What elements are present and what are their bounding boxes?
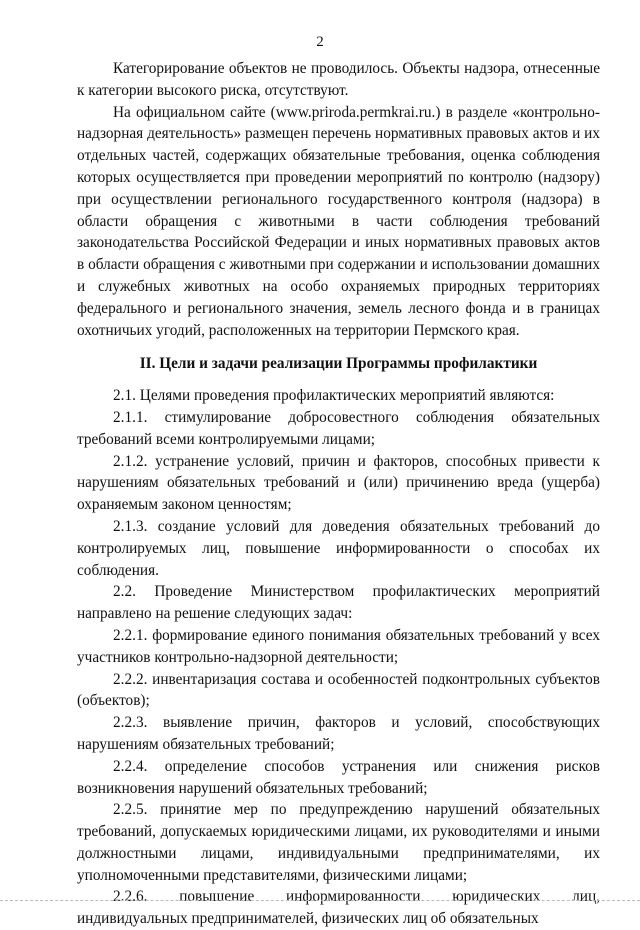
paragraph-2-2-1: 2.2.1. формирование единого понимания обязательных требований у всех участников контрольно-надзорной деятельности; xyxy=(77,626,600,666)
paragraph-official-site: На официальном сайте (www.priroda.permkrai.ru.) в разделе «контрольно-надзорная деятельность» размещен перечень нормативных правовых актов и их отдельных частей, содержащих обязательные требования, оценка соблюдения которых осуществляется при проведении мероприятий по контролю (надзору) при осуществлении регионального государственного контроля (надзора) в области обращения с животными в части соблюдения требований законодательства Российской Федерации и иных нормативных правовых актов в области обращения с животными при содержании и использовании домашних и служебных животных на особо охраняемых природных территориях федерального и регионального значения, земель лесного фонда и в границах охотничьих угодий, расположенных на территории Пермского края. xyxy=(77,103,600,339)
paragraph-2-2-6: 2.2.6. повышение информированности юридических лиц, индивидуальных предпринимателей, физических лиц об обязательных xyxy=(77,888,600,928)
paragraph-2-1-1: 2.1.1. стимулирование добросовестного соблюдения обязательных требований всеми контролируемыми лицами; xyxy=(77,408,600,448)
page-number: 2 xyxy=(316,34,324,50)
paragraph-2-2: 2.2. Проведение Министерством профилактических мероприятий направлено на решение следующих задач: xyxy=(77,583,600,623)
paragraph-2-2-2: 2.2.2. инвентаризация состава и особенностей подконтрольных субъектов (объектов); xyxy=(77,670,600,710)
paragraph-2-1-3: 2.1.3. создание условий для доведения обязательных требований до контролируемых лиц, повышение информированности о способах их соблюдения. xyxy=(77,517,600,579)
scan-edge-divider xyxy=(0,900,640,901)
paragraph-categorization: Категорирование объектов не проводилось. Объекты надзора, отнесенные к категории высокого риска, отсутствуют. xyxy=(77,60,600,99)
paragraph-2-1-2: 2.1.2. устранение условий, причин и факторов, способных привести к нарушениям обязательных требований и (или) причинению вреда (ущерба) охраняемым законом ценностям; xyxy=(77,452,600,514)
paragraph-2-2-4: 2.2.4. определение способов устранения или снижения рисков возникновения нарушений обязательных требований; xyxy=(77,757,600,797)
paragraph-2-2-3: 2.2.3. выявление причин, факторов и условий, способствующих нарушениям обязательных требований; xyxy=(77,714,600,753)
paragraph-2-1: 2.1. Целями проведения профилактических мероприятий являются: xyxy=(113,387,555,405)
paragraph-2-2-5: 2.2.5. принятие мер по предупреждению нарушений обязательных требований, допускаемых юридическими лицами, их руководителями и иными должностными лицами, индивидуальными предпринимателями, их уполномоченными представителями, физическими лицами; xyxy=(77,801,600,884)
section-heading: II. Цели и задачи реализации Программы профилактики xyxy=(139,355,538,373)
document-body xyxy=(77,58,600,930)
